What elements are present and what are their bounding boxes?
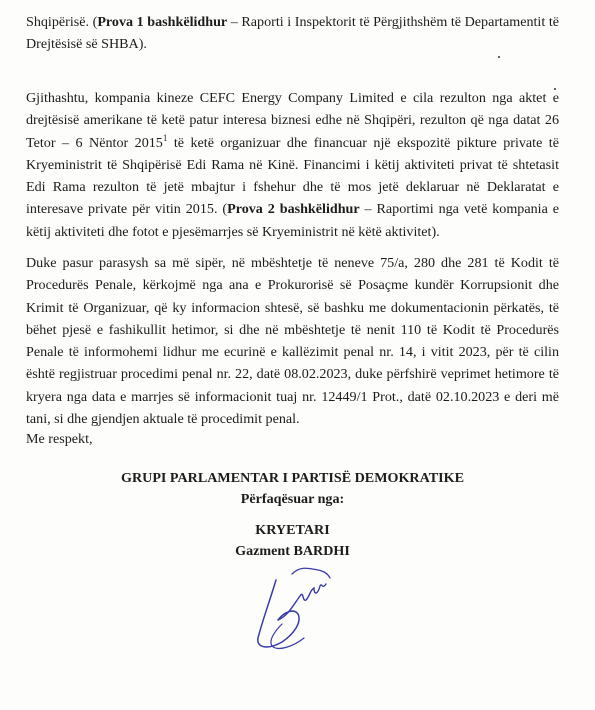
paragraph-2 — [26, 87, 559, 243]
scan-speck — [554, 88, 556, 90]
p1-text-c: – Raporti i Inspektorit të Përgjithshëm të Departamentit të Drejtësisë së SHBA). — [26, 14, 559, 53]
p2-text-c: – Raportimi nga vetë kompania e këtij aktiviteti dhe fotot e pjesëmarrjes së Kryeministrit në këtë aktivitet). — [26, 201, 560, 240]
footnote-marker: 1 — [162, 132, 168, 143]
paragraph-3: Duke pasur parasysh sa më sipër, në mbështetje të neneve 75/a, 280 dhe 281 të Kodit të Procedurës Penale, kërkojmë nga ana e Prokurorisë së Posaçme kundër Korrupsionit dhe Krimit të Organizuar, që ky informacion shtesë, së bashku me dokumentacionin përkatës, të bëhet pjesë e fashikullit hetimor, si dhe në mbështetje të nenit 110 të Kodit të Procedurës Penale të informohemi lidhur me ecurinë e kallëzimit penal nr. 14, i vitit 2023, për të cilin është regjistruar procedimi penal nr. 22, datë 08.02.2023, duke përfshirë veprimet hetimore të kryera nga data e marrjes së informacionit tuaj nr. 12449/1 Prot., datë 02.10.2023 e deri më tani, si dhe gjendjen aktuale të procedimit penal. — [26, 255, 559, 428]
party-group-name: GRUPI PARLAMENTAR I PARTISË DEMOKRATIKE — [121, 470, 464, 486]
scan-speck — [498, 56, 500, 58]
signatory-name: Gazment BARDHI — [235, 543, 350, 559]
p2-text-b: të ketë organizuar dhe financuar një ekspozitë pikture private të Kryeministrit të Shqipërisë Edi Rama në Kinë. Financimi i këtij aktiviteti privat të shtetasit Edi Rama rezulton të jetë mbajtur i fshehur dhe të mos jetë deklaruar në Deklaratat e interesave private për vitin 2015. ( — [26, 134, 559, 218]
represented-by-label: Përfaqësuar nga: — [240, 491, 345, 507]
signatory-title: KRYETARI — [255, 522, 330, 538]
paragraph-1 — [26, 11, 559, 56]
p1-exhibit-ref: Prova 1 bashkëlidhur — [97, 14, 228, 30]
p2-text-a: Gjithashtu, kompania kineze CEFC Energy Company Limited e cila rezulton nga aktet e drejtësisë amerikane të ketë patur interesa biznesi edhe në Shqipëri, rezulton që nga datat 26 Tetor – 6 Nëntor 2015 — [26, 90, 559, 151]
closing-salutation: Me respekt, — [26, 431, 93, 447]
p2-exhibit-ref: Prova 2 bashkëlidhur — [227, 201, 360, 218]
handwritten-signature — [248, 560, 334, 656]
p1-text-a: Shqipërisë. ( — [26, 14, 98, 30]
